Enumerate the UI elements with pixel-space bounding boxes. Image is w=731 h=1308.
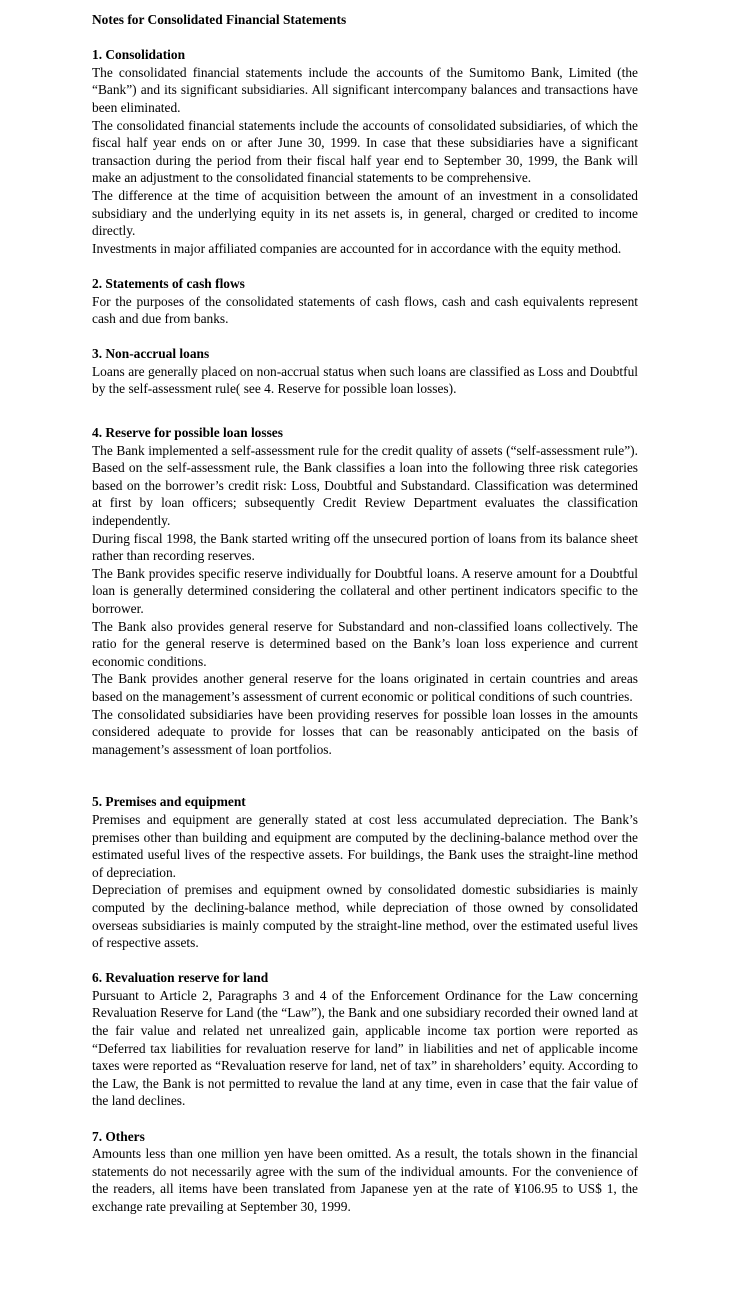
- spacer: [92, 328, 638, 346]
- paragraph: Premises and equipment are generally stated at cost less accumulated depreciation. The Bank’s premises other than building and equipment are computed by the declining-balance method over the estimated useful lives of the respective assets. For buildings, the Bank uses the straight-line method of depreciation.: [92, 811, 638, 880]
- section-cash-flows: [92, 275, 638, 328]
- paragraph: The consolidated financial statements include the accounts of the Sumitomo Bank, Limited (the “Bank”) and its significant subsidiaries. All significant intercompany balances and transactions have been eliminated.: [92, 64, 638, 115]
- paragraph: The difference at the time of acquisition between the amount of an investment in a consolidated subsidiary and the underlying equity in its net assets is, in general, charged or credited to income directly.: [92, 187, 638, 239]
- section-revaluation-reserve: [92, 969, 638, 1110]
- paragraph: Pursuant to Article 2, Paragraphs 3 and 4 of the Enforcement Ordinance for the Law concerning Revaluation Reserve for Land (the “Law”), the Bank and one subsidiary recorded their owned land at the fair value and related net unrealized gain, applicable income tax portion were reported as “Deferred tax liabilities for revaluation reserve for land” in liabilities and net of applicable income taxes were reported as “Revaluation reserve for land, net of tax” in shareholders’ equity. According to the Law, the Bank is not permitted to revalue the land at any time, even in case that the fair value of the land declines.: [92, 987, 638, 1109]
- section-consolidation: [92, 46, 638, 257]
- section-heading: 6. Revaluation reserve for land: [92, 970, 269, 986]
- paragraph: Depreciation of premises and equipment owned by consolidated domestic subsidiaries is mainly computed by the declining-balance method, while depreciation of those owned by consolidated overseas subsidiaries is mainly computed by the straight-line method, over the estimated useful lives of respective assets.: [92, 882, 638, 951]
- paragraph: During fiscal 1998, the Bank started writing off the unsecured portion of loans from its balance sheet rather than recording reserves.: [92, 530, 638, 564]
- paragraph: The Bank provides another general reserve for the loans originated in certain countries and areas based on the management’s assessment of current economic or political conditions of such countries.: [92, 671, 638, 704]
- section-heading: 3. Non-accrual loans: [92, 346, 210, 362]
- paragraph: The Bank provides specific reserve individually for Doubtful loans. A reserve amount for a Doubtful loan is generally determined considering the collateral and other pertinent indicators specific to the borrower.: [92, 565, 638, 616]
- section-heading: 7. Others: [92, 1128, 145, 1144]
- paragraph: The Bank implemented a self-assessment rule for the credit quality of assets (“self-assessment rule”). Based on the self-assessment rule, the Bank classifies a loan into the following three risk categories based on the borrower’s credit risk: Loss, Doubtful and Substandard. Classification was determined at first by loan officers; subsequently Credit Review Department evaluates the classification independently.: [92, 442, 638, 529]
- paragraph: Loans are generally placed on non-accrual status when such loans are classified as Loss and Doubtful by the self-assessment rule( see 4. Reserve for possible loan losses).: [92, 363, 638, 397]
- paragraph: Investments in major affiliated companies are accounted for in accordance with the equity method.: [92, 240, 622, 256]
- paragraph: The consolidated subsidiaries have been providing reserves for possible loan losses in the amounts considered adequate to provide for losses that can be reasonably anticipated on the basis of management’s assessment of loan portfolios.: [92, 706, 638, 757]
- paragraph: The consolidated financial statements include the accounts of consolidated subsidiaries, of which the fiscal half year ends on or after June 30, 1999. In case that these subsidiaries have a significant transaction during the period from their fiscal half year end to September 30, 1999, the Bank will make an adjustment to the consolidated financial statements to be comprehensive.: [92, 117, 638, 186]
- paragraph: Amounts less than one million yen have been omitted. As a result, the totals shown in the financial statements do not necessarily agree with the sum of the individual amounts. For the convenience of the readers, all items have been translated from Japanese yen at the rate of ¥106.95 to US$ 1, the exchange rate prevailing at September 30, 1999.: [92, 1146, 638, 1214]
- section-others: [92, 1128, 638, 1216]
- section-reserve-loan-losses: [92, 424, 638, 758]
- section-non-accrual-loans: [92, 345, 638, 398]
- section-premises-equipment: [92, 793, 638, 951]
- paragraph: The Bank also provides general reserve for Substandard and non-classified loans collectively. The ratio for the general reserve is determined based on the Bank’s loan loss experience and current economic conditions.: [92, 618, 638, 669]
- section-heading: 4. Reserve for possible loan losses: [92, 425, 283, 441]
- paragraph: For the purposes of the consolidated statements of cash flows, cash and cash equivalents represent cash and due from banks.: [92, 293, 638, 327]
- spacer: [92, 398, 638, 424]
- spacer: [92, 1110, 638, 1128]
- document-title: Notes for Consolidated Financial Statements: [92, 12, 347, 27]
- section-heading: 2. Statements of cash flows: [92, 275, 245, 291]
- spacer: [92, 952, 638, 970]
- spacer: [92, 257, 638, 275]
- spacer: [92, 758, 638, 793]
- section-heading: 5. Premises and equipment: [92, 794, 246, 810]
- section-heading: 1. Consolidation: [92, 47, 186, 63]
